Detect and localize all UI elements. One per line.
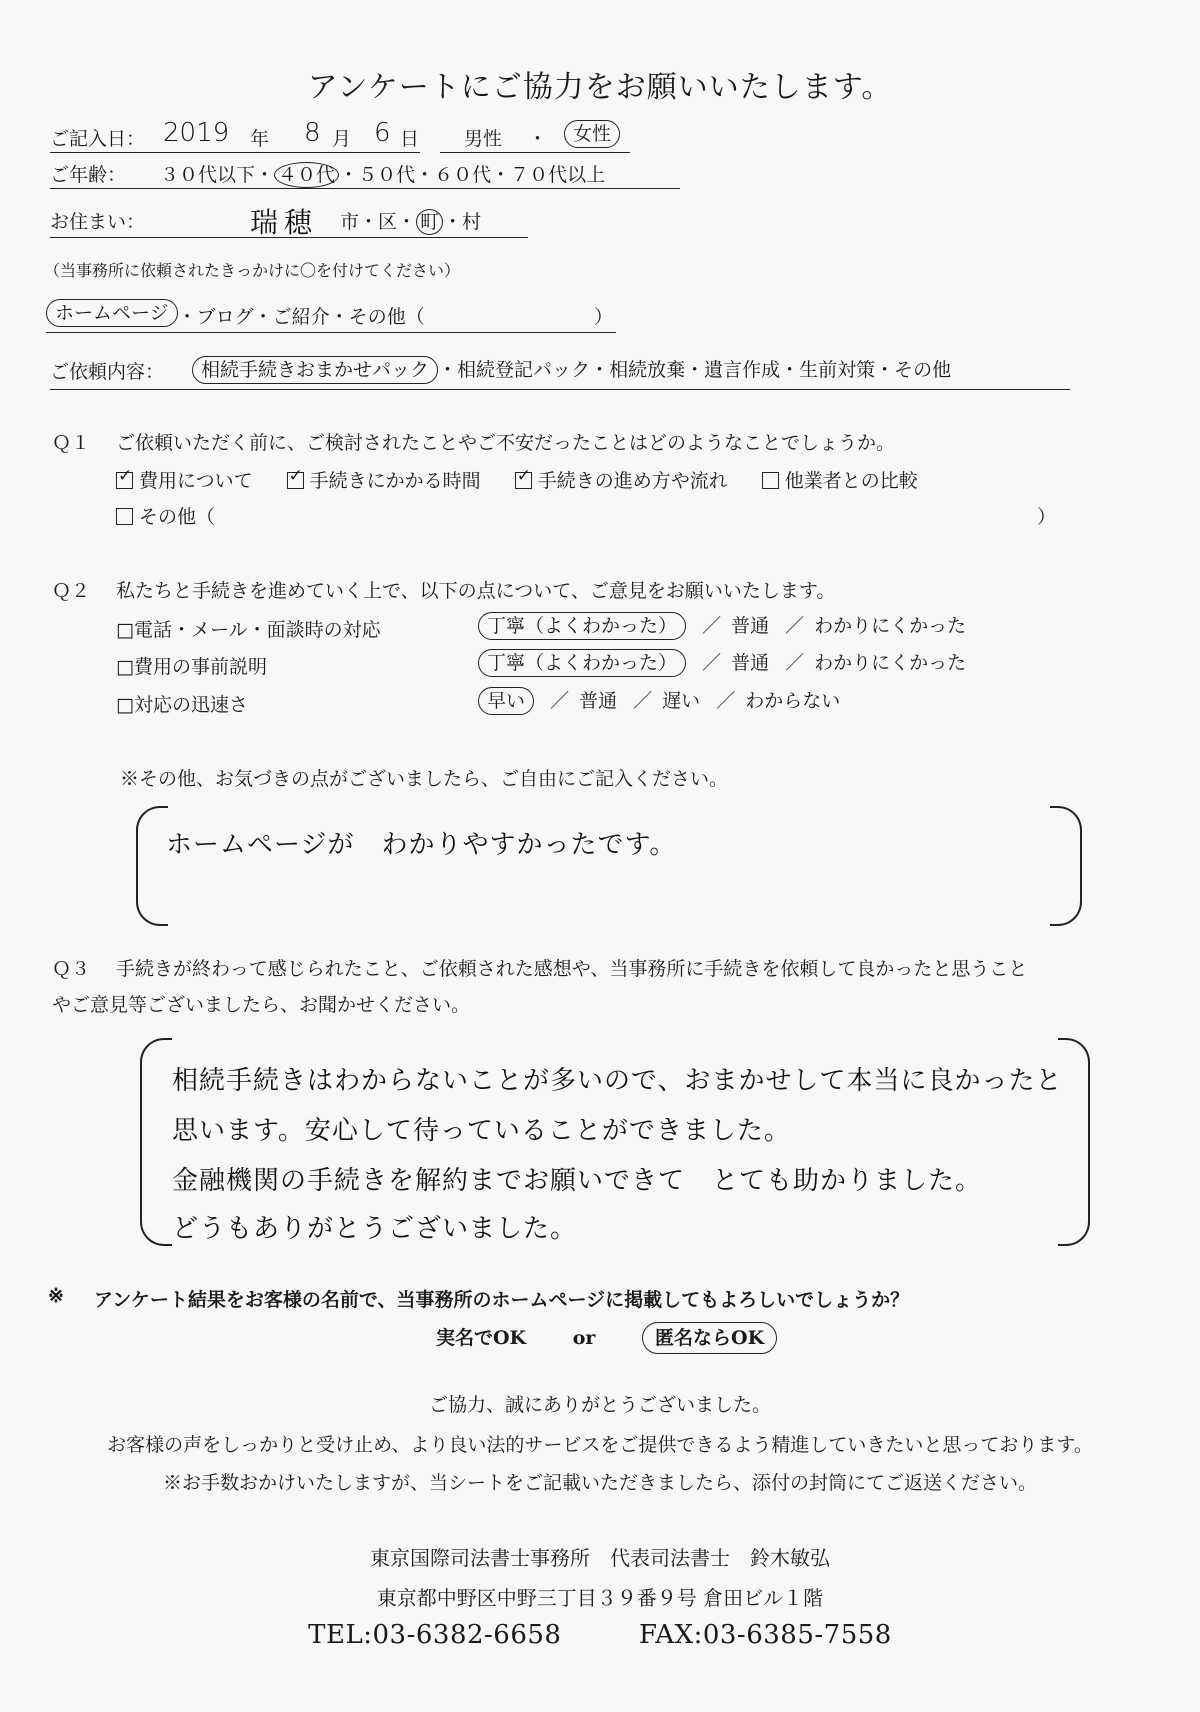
gender-male[interactable]: 男性 (464, 128, 503, 150)
q2-contact-normal[interactable]: 普通 (731, 615, 770, 637)
residence-sep: ・ (359, 211, 379, 233)
q2-row-cost-options (478, 648, 966, 677)
residence-village[interactable]: 村 (462, 211, 482, 233)
q3-text-line2: やご意見等ございましたら、お聞かせください。 (52, 994, 471, 1016)
q1-number: Ｑ１ (52, 432, 91, 454)
q2-speed-normal[interactable]: 普通 (579, 690, 618, 712)
q1-text: ご依頼いただく前に、ご検討されたことやご不安だったことはどのようなことでしょうか。 (116, 432, 896, 454)
q2-speed-slow[interactable]: 遅い (662, 690, 701, 712)
age-opt-40s-selected[interactable]: ４０代 (274, 162, 339, 188)
residence-label: お住まい： (50, 211, 146, 233)
survey-title: アンケートにご協力をお願いいたします。 (307, 70, 893, 105)
q3-answer-line1: 相続手続きはわからないことが多いので、おまかせして本当に良かったと (172, 1066, 1063, 1096)
trigger-note: （当事務所に依頼されたきっかけに〇を付けてください） (44, 261, 461, 280)
q2-row-speed-label: □対応の迅速さ (116, 694, 248, 716)
entry-day: 6 (374, 118, 391, 148)
age-sep: ・ (339, 164, 359, 186)
thanks-line1: ご協力、誠にありがとうございました。 (428, 1394, 771, 1416)
entry-year: 2019 (163, 118, 230, 148)
age-sep: ・ (491, 164, 511, 186)
q3-answer-line4: どうもありがとうございました。 (172, 1214, 578, 1244)
gender-row (440, 124, 630, 153)
q2-cost-normal[interactable]: 普通 (731, 652, 770, 674)
age-opt-30s[interactable]: ３０代以下 (160, 164, 256, 186)
residence-ward[interactable]: 区 (378, 211, 398, 233)
q1-label-other: その他（ (139, 506, 216, 528)
residence-row (50, 207, 528, 238)
request-sep: ・ (685, 359, 705, 381)
q3-answer-line3: 金融機関の手続きを解約までお願いできて とても助かりました。 (172, 1166, 983, 1196)
request-will[interactable]: 遺言作成 (704, 359, 781, 381)
q2-row-contact-options (478, 611, 966, 640)
request-row (50, 357, 1070, 390)
gender-sep: ・ (528, 128, 548, 150)
publish-real-name[interactable]: 実名でOK (436, 1327, 527, 1349)
age-opt-70s[interactable]: ７０代以上 (510, 164, 606, 186)
bracket-left (136, 806, 168, 926)
q1-label-cost: 費用について (139, 470, 253, 492)
q1-checklist (116, 466, 918, 493)
trigger-homepage-selected[interactable]: ホームページ (46, 299, 178, 327)
q2-cost-unclear[interactable]: わかりにくかった (814, 652, 967, 674)
office-name: 東京国際司法書士事務所 代表司法書士 鈴木敏弘 (370, 1546, 830, 1570)
age-label: ご年齢： (50, 164, 127, 186)
slash: ／ (716, 690, 736, 712)
request-sep: ・ (438, 359, 458, 381)
publish-anonymous-selected[interactable]: 匿名ならOK (642, 1322, 777, 1354)
q1-check-process[interactable] (515, 472, 532, 489)
trigger-other-close: ） (594, 306, 614, 328)
q3-text-line1: 手続きが終わって感じられたこと、ご依頼された感想や、当事務所に手続きを依頼して良かったと思うこと (116, 958, 1028, 980)
q2-contact-unclear[interactable]: わかりにくかった (814, 615, 967, 637)
q1-label-compare: 他業者との比較 (784, 470, 918, 492)
q2-row-contact-label: □電話・メール・面談時の対応 (116, 619, 381, 641)
month-unit: 月 (332, 128, 352, 150)
office-tel[interactable]: TEL:03-6382-6658 (308, 1620, 562, 1650)
request-sep: ・ (590, 359, 610, 381)
q1-check-other[interactable] (116, 508, 133, 525)
publish-question: アンケート結果をお客様の名前で、当事務所のホームページに掲載してもよろしいでしょうか？ (94, 1289, 910, 1311)
q2-speed-unknown[interactable]: わからない (745, 690, 841, 712)
q2-row-cost-label: □費用の事前説明 (116, 656, 267, 678)
q1-other-row (116, 502, 1056, 529)
q2-speed-fast-selected[interactable]: 早い (478, 687, 534, 715)
office-contact (0, 1620, 1200, 1650)
request-omakase-selected[interactable]: 相続手続きおまかせパック (192, 356, 438, 384)
q1-other-close: ） (1036, 506, 1056, 528)
q2-number: Ｑ２ (52, 580, 91, 602)
residence-sep: ・ (443, 211, 463, 233)
residence-sep: ・ (397, 211, 417, 233)
entry-month: 8 (304, 118, 321, 148)
q3-answer-line2: 思います。安心して待っていることができました。 (172, 1116, 791, 1146)
q2-row-speed-options (478, 686, 840, 715)
request-other[interactable]: その他 (894, 359, 952, 381)
request-sep: ・ (780, 359, 800, 381)
publish-or: or (572, 1327, 596, 1349)
q1-label-process: 手続きの進め方や流れ (537, 470, 728, 492)
bracket-left (140, 1038, 172, 1246)
q1-check-time[interactable] (287, 472, 304, 489)
slash: ／ (633, 690, 653, 712)
office-fax[interactable]: FAX:03-6385-7558 (639, 1620, 892, 1650)
request-label: ご依頼内容： (50, 361, 165, 383)
age-sep: ・ (415, 164, 435, 186)
age-row (50, 160, 680, 189)
q2-contact-polite-selected[interactable]: 丁寧（よくわかった） (478, 612, 686, 640)
publish-mark: ※ (48, 1285, 64, 1307)
bracket-right (1058, 1038, 1090, 1246)
thanks-line2: お客様の声をしっかりと受け止め、より良い法的サービスをご提供できるよう精進していきたいと思っております。 (107, 1434, 1093, 1456)
trigger-blog[interactable]: ブログ (196, 306, 254, 328)
q2-free-answer: ホームページが わかりやすかったです。 (166, 830, 677, 860)
slash: ／ (702, 652, 722, 674)
trigger-sep: ・ (253, 306, 273, 328)
publish-options (436, 1322, 777, 1354)
q2-free-answer-box[interactable] (136, 806, 1082, 926)
request-registration[interactable]: 相続登記パック (457, 359, 591, 381)
slash: ／ (785, 652, 805, 674)
age-opt-50s[interactable]: ５０代 (358, 164, 416, 186)
q1-check-compare[interactable] (762, 472, 779, 489)
q3-answer-box[interactable] (140, 1038, 1090, 1246)
residence-city[interactable]: 市 (340, 211, 360, 233)
request-sep: ・ (875, 359, 895, 381)
request-estate-planning[interactable]: 生前対策 (799, 359, 876, 381)
q1-label-time: 手続きにかかる時間 (309, 470, 481, 492)
q2-free-note: ※その他、お気づきの点がございましたら、ご自由にご記入ください。 (120, 768, 729, 790)
trigger-sep: ・ (329, 306, 349, 328)
trigger-other[interactable]: その他（ (348, 306, 425, 328)
slash: ／ (550, 690, 570, 712)
age-opt-60s[interactable]: ６０代 (434, 164, 492, 186)
q3-number: Ｑ３ (52, 958, 91, 980)
slash: ／ (702, 615, 722, 637)
slash: ／ (785, 615, 805, 637)
q2-text: 私たちと手続きを進めていく上で、以下の点について、ご意見をお願いいたします。 (116, 580, 836, 602)
trigger-row (46, 302, 616, 333)
request-renunciation[interactable]: 相続放棄 (609, 359, 686, 381)
q2-cost-polite-selected[interactable]: 丁寧（よくわかった） (478, 649, 686, 677)
residence-handwritten: 瑞穂 (250, 206, 319, 239)
residence-town-selected[interactable]: 町 (416, 209, 443, 235)
q1-check-cost[interactable] (116, 472, 133, 489)
thanks-line3: ※お手数おかけいたしますが、当シートをご記載いただきましたら、添付の封筒にてご返送ください。 (162, 1472, 1037, 1494)
entry-date-label: ご記入日： (50, 128, 146, 150)
trigger-referral[interactable]: ご紹介 (272, 306, 330, 328)
day-unit: 日 (400, 128, 420, 150)
year-unit: 年 (250, 128, 270, 150)
gender-female-selected[interactable]: 女性 (564, 120, 620, 148)
trigger-sep: ・ (177, 306, 197, 328)
office-address: 東京都中野区中野三丁目３９番９号 倉田ビル１階 (376, 1586, 824, 1610)
age-sep: ・ (255, 164, 275, 186)
bracket-right (1050, 806, 1082, 926)
